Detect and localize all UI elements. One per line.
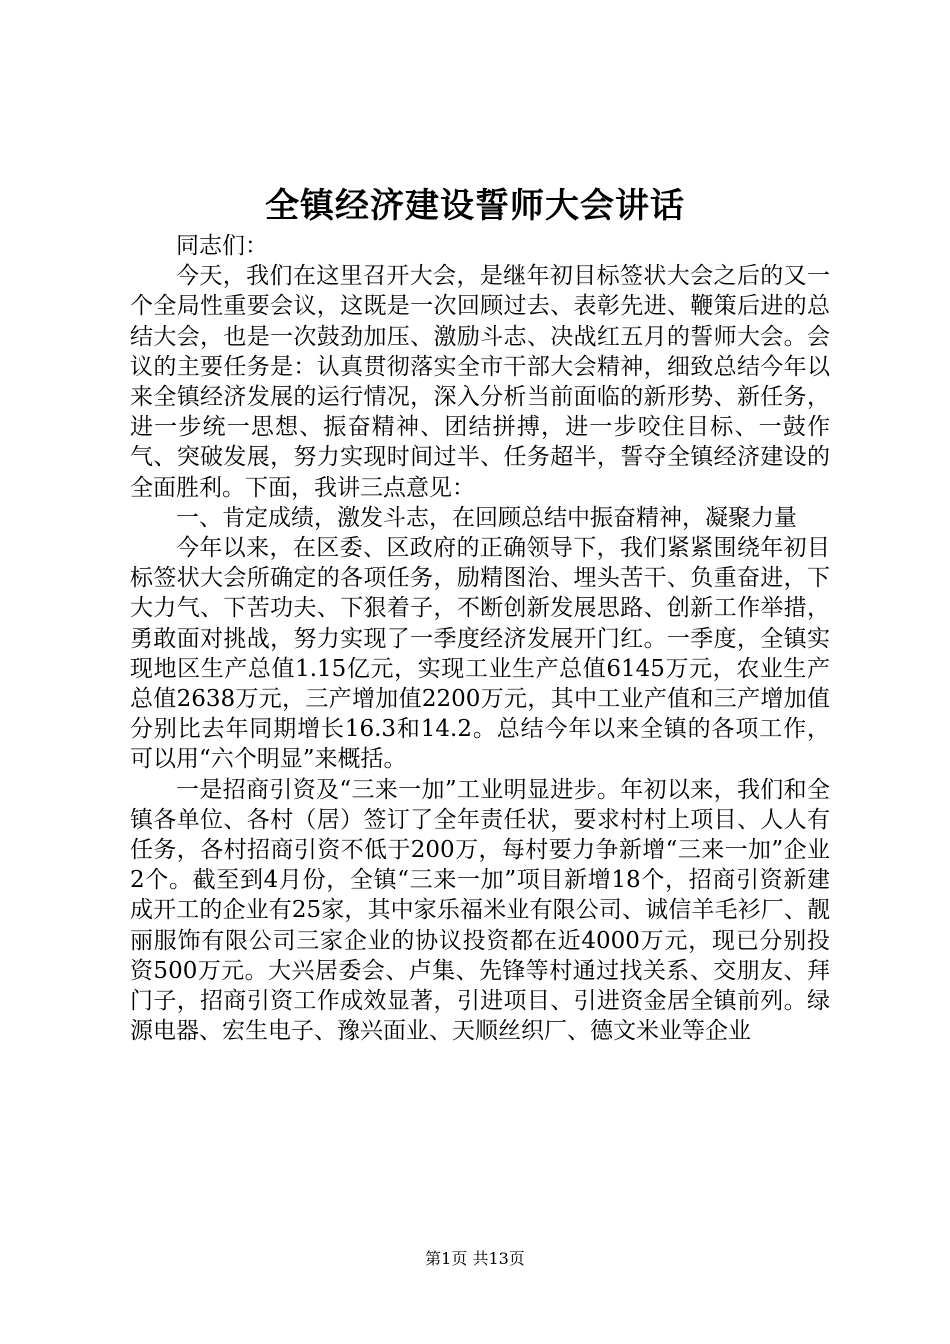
paragraph-achievements: 今年以来，在区委、区政府的正确领导下，我们紧紧围绕年初目标签状大会所确定的各项任务，励精图治、埋头苦干、负重奋进，下大力气、下苦功夫、下狠着子，不断创新发展思路、创新工作举措，勇敢面对挑战，努力实现了一季度经济发展开门红。一季度，全镇实现地区生产总值1.15亿元，实现工业生产总值6145万元，农业生产总值2638万元，三产增加值2200万元，其中工业产值和三产增加值分别比去年同期增长16.3和14.2。总结今年以来全镇的各项工作，可以用“六个明显”来概括。 [130,535,830,773]
document-body [130,231,830,1046]
section-heading: 一、肯定成绩，激发斗志，在回顾总结中振奋精神，凝聚力量 [176,504,797,531]
paragraph-investment: 一是招商引资及“三来一加”工业明显进步。年初以来，我们和全镇各单位、各村（居）签订了全年责任状，要求村村上项目、人人有任务，各村招商引资不低于200万，每村要力争新增“三来一加”企业2个。截至到4月份，全镇“三来一加”项目新增18个，招商引资新建成开工的企业有25家，其中家乐福米业有限公司、诚信羊毛衫厂、靓丽服饰有限公司三家企业的协议投资都在近4000万元，现已分别投资500万元。大兴居委会、卢集、先锋等村通过找关系、交朋友、拜门子，招商引资工作成效显著，引进项目、引进资金居全镇前列。绿源电器、宏生电子、豫兴面业、天顺丝织厂、德文米业等企业 [130,776,830,1045]
page-footer: 第1页 共13页 [425,1249,525,1268]
paragraph-intro: 今天，我们在这里召开大会，是继年初目标签状大会之后的又一个全局性重要会议，这既是一次回顾过去、表彰先进、鞭策后进的总结大会，也是一次鼓劲加压、激励斗志、决战红五月的誓师大会。会议的主要任务是：认真贯彻落实全市干部大会精神，细致总结今年以来全镇经济发展的运行情况，深入分析当前面临的新形势、新任务，进一步统一思想、振奋精神、团结拼搏，进一步咬住目标、一鼓作气、突破发展，努力实现时间过半、任务超半，誓夺全镇经济建设的全面胜利。下面，我讲三点意见： [130,263,830,501]
page-title: 全镇经济建设誓师大会讲话 [265,186,685,226]
paragraph-salutation: 同志们： [176,233,268,259]
